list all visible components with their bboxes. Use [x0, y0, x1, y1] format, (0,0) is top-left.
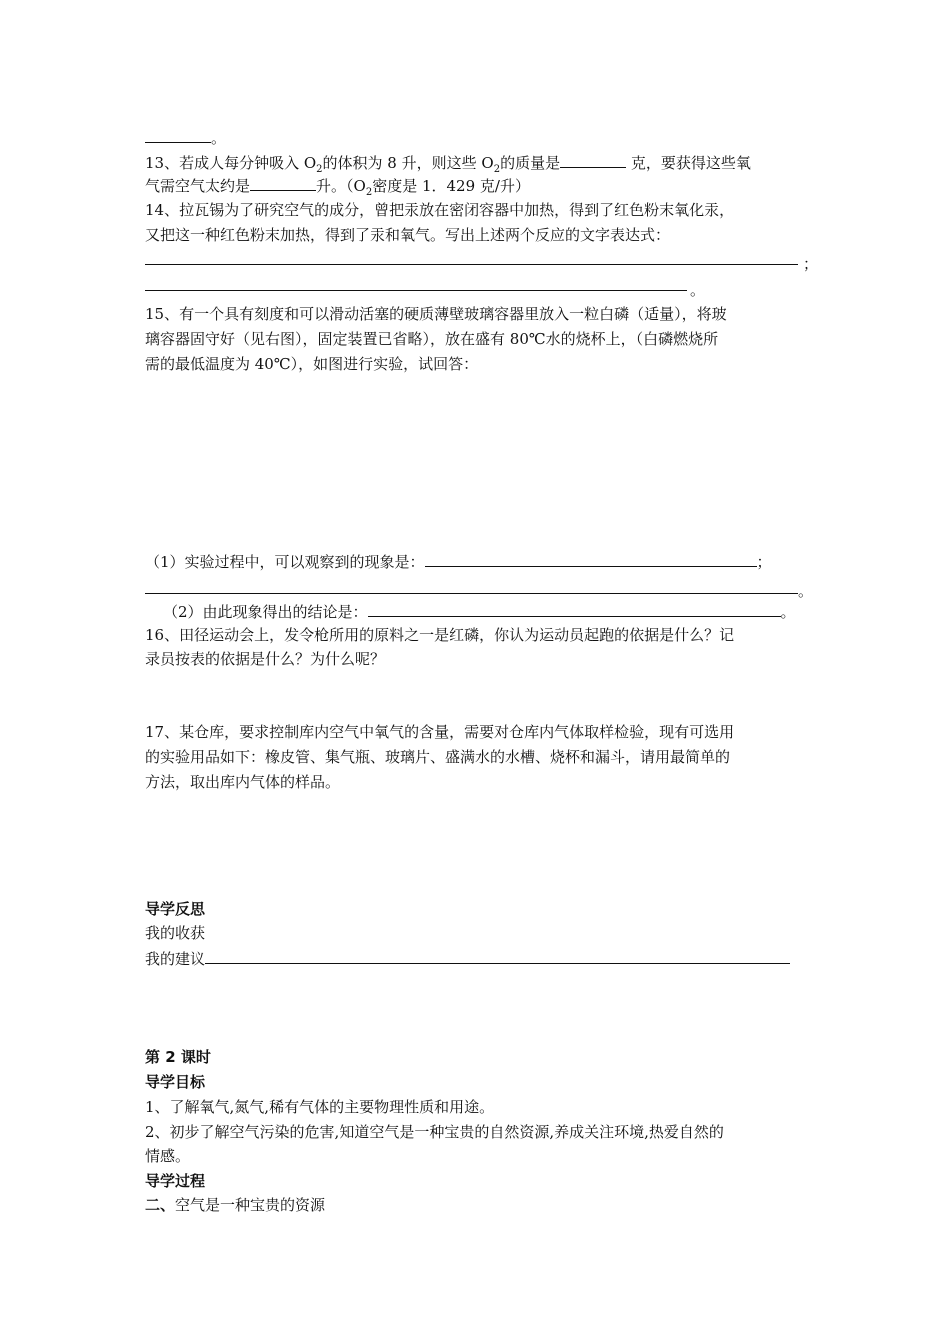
- q14-separator-1: ；: [803, 255, 819, 273]
- goal-2-line2: 情感。: [145, 1147, 191, 1165]
- reflection-gain: 我的收获: [145, 924, 206, 942]
- q14-line1: 14、拉瓦锡为了研究空气的成分，曾把汞放在密闭容器中加热，得到了红色粉末氧化汞，: [145, 201, 735, 219]
- q13-mass-blank[interactable]: [560, 151, 626, 168]
- q14-answer-line-1[interactable]: [145, 264, 798, 265]
- process-heading: 导学过程: [145, 1172, 206, 1190]
- q12-blank[interactable]: [145, 126, 211, 143]
- q17-line3: 方法，取出库内气体的样品。: [145, 773, 341, 791]
- q15-sub2-end: 。: [780, 603, 796, 621]
- section-number: 二、: [145, 1196, 176, 1214]
- q13-text: 的体积为 8 升，则这些 O: [322, 154, 494, 172]
- goal-2-line1: 2、初步了解空气污染的危害,知道空气是一种宝贵的自然资源,养成关注环境,热爱自然的: [145, 1123, 724, 1141]
- q15-sub1-tail: 。: [798, 582, 814, 600]
- q13-text: 13、若成人每分钟吸入 O: [145, 154, 317, 172]
- suggestion-blank[interactable]: [205, 947, 790, 964]
- subscript: 2: [493, 164, 501, 175]
- q16-line1: 16、田径运动会上，发令枪所用的原料之一是红磷，你认为运动员起跑的依据是什么？记: [145, 626, 735, 644]
- q17-line2: 的实验用品如下：橡皮管、集气瓶、玻璃片、盛满水的水槽、烧杯和漏斗，请用最简单的: [145, 748, 731, 766]
- q15-sub1-blank[interactable]: [425, 550, 757, 567]
- section-title: 空气是一种宝贵的资源: [175, 1196, 326, 1214]
- q13-text: 密度是 1．429 克/升）: [372, 177, 530, 195]
- q14-line2: 又把这一种红色粉末加热，得到了汞和氧气。写出上述两个反应的文字表达式：: [145, 226, 671, 244]
- q15-sub2: [163, 600, 796, 623]
- q15-line3: 需的最低温度为 40℃），如图进行实验，试回答：: [145, 355, 479, 373]
- q12-answer-line: [145, 126, 226, 149]
- q13-text: 升。（O: [316, 177, 366, 195]
- q15-sub1-end: ；: [756, 553, 772, 571]
- reflection-suggest-label: 我的建议: [145, 950, 206, 968]
- lesson2-heading: 第 2 课时: [145, 1048, 211, 1066]
- q13-air-blank[interactable]: [250, 174, 316, 191]
- q14-answer-line-2[interactable]: [145, 290, 687, 291]
- q15-sub1: [145, 550, 772, 573]
- goal-1: 1、了解氧气,氮气,稀有气体的主要物理性质和用途。: [145, 1098, 495, 1116]
- section-heading: [145, 1194, 325, 1216]
- q15-sub2-label: （2）由此现象得出的结论是：: [163, 603, 368, 621]
- q16-line2: 录员按表的依据是什么？为什么呢？: [145, 650, 386, 668]
- reflection-suggest: [145, 947, 790, 970]
- q15-sub1-label: （1）实验过程中，可以观察到的现象是：: [145, 553, 425, 571]
- q13-text: 克，要获得这些氧: [626, 154, 751, 172]
- q17-line1: 17、某仓库，要求控制库内空气中氧气的含量，需要对仓库内气体取样检验，现有可选用: [145, 723, 735, 741]
- q12-tail: 。: [211, 129, 227, 147]
- goals-heading: 导学目标: [145, 1073, 206, 1091]
- q15-line2: 璃容器固守好（见右图），固定装置已省略），放在盛有 80℃水的烧杯上，（白磷燃烧所: [145, 330, 719, 348]
- q15-sub2-blank[interactable]: [368, 600, 781, 617]
- q13-text: 气需空气太约是: [145, 177, 251, 195]
- q14-separator-2: 。: [690, 281, 706, 299]
- q13-text: 的质量是: [500, 154, 561, 172]
- q15-line1: 15、有一个具有刻度和可以滑动活塞的硬质薄壁玻璃容器里放入一粒白磷（适量），将玻: [145, 305, 727, 323]
- reflection-heading: 导学反思: [145, 900, 206, 918]
- subscript: 2: [316, 164, 323, 175]
- q15-sub1-answer-line-2[interactable]: [145, 593, 798, 594]
- subscript: 2: [365, 187, 373, 198]
